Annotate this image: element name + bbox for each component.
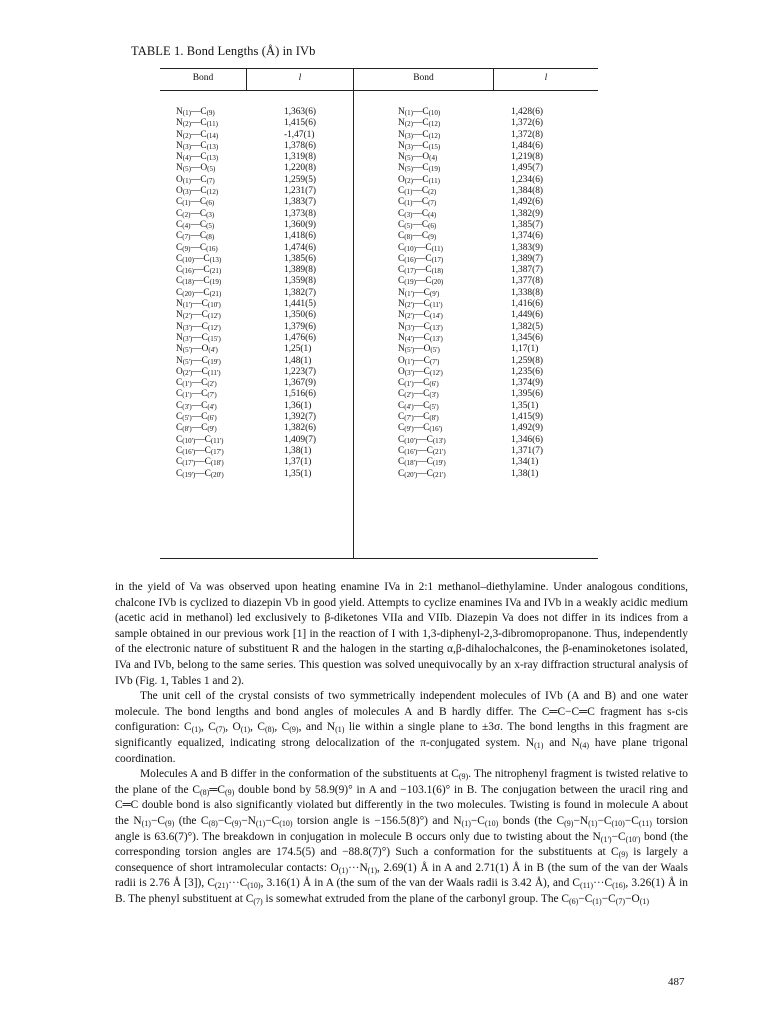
table-cell: $C_{(19)}—C_{(20)}$ xyxy=(398,276,444,287)
table-cell: $O_{(2')}—C_{(11')}$ xyxy=(176,366,221,377)
left-bond-column xyxy=(176,107,224,480)
table-cell: $N_{(1')}—C_{(9')}$ xyxy=(398,287,440,298)
table-cell: $C_{(18)}—C_{(19)}$ xyxy=(176,276,222,287)
table-cell: 1,415(9) xyxy=(511,412,544,423)
table-cell: $C_{(10)}—C_{(13)}$ xyxy=(176,253,222,264)
table-cell: $N_{(5')}—C_{(19')}$ xyxy=(176,355,221,366)
paragraph: The unit cell of the crystal consists of two symmetrically independent molecules of IVb (A and B) and one water molecule. The bond lengths and bond angles of molecules A and B hardly differ. The C═C−C═C fragment has s-cis configuration: $C_{(1)}$, $C_{(7)}$, $O_{(1)}$, $C_{(8)}$, $C_{(9)}$, and $N_{(1)}$ lie within a single plane to ±3σ. The bond lengths in this fragment are significantly equalized, indicating strong delocalization of the π-conjugated system. $N_{(1)}$ and $N_{(4)}$ have plane trigonal coordination. xyxy=(115,690,689,765)
table-cell: $C_{(9')}—C_{(16')}$ xyxy=(398,423,443,434)
table-cell: 1,383(7) xyxy=(284,197,317,208)
table-cell: $C_{(1)}—C_{(6)}$ xyxy=(176,197,215,208)
table-cell: 1,259(8) xyxy=(511,355,544,366)
table-cell: 1,372(8) xyxy=(511,129,544,140)
page-number: 487 xyxy=(668,976,685,988)
table-cell: $C_{(17)}—C_{(18)}$ xyxy=(398,265,444,276)
table-cell: 1,449(6) xyxy=(511,310,544,321)
table-cell: $N_{(2')}—C_{(12')}$ xyxy=(176,310,221,321)
table-cell: $C_{(1')}—C_{(7')}$ xyxy=(176,389,217,400)
table-cell: 1,492(6) xyxy=(511,197,544,208)
table-cell: 1,383(9) xyxy=(511,242,544,253)
table-cell: $N_{(2)}—C_{(14)}$ xyxy=(176,129,219,140)
header-length-left: l xyxy=(298,73,302,83)
table-cell: $N_{(5')}—O_{(5')}$ xyxy=(398,344,440,355)
table-cell: 1,48(1) xyxy=(284,355,312,366)
table-cell: 1,345(6) xyxy=(511,332,544,343)
table-cell: 1,484(6) xyxy=(511,140,544,151)
table-cell: 1,474(6) xyxy=(284,242,317,253)
table-cell: $C_{(7')}—C_{(8')}$ xyxy=(398,412,439,423)
table-cell: $N_{(1)}—C_{(10)}$ xyxy=(398,107,441,117)
table-cell: $N_{(1')}—C_{(10')}$ xyxy=(176,299,221,310)
table-cell: $C_{(10')}—C_{(13')}$ xyxy=(398,434,446,445)
table-cell: 1,379(6) xyxy=(284,321,317,332)
left-length-column xyxy=(284,107,316,480)
table-cell: 1,385(7) xyxy=(511,219,544,230)
table-cell: 1,38(1) xyxy=(511,468,539,479)
body-text xyxy=(115,580,688,907)
table-cell: $O_{(3')}—C_{(12')}$ xyxy=(398,366,443,377)
table-cell: $N_{(5)}—O_{(5)}$ xyxy=(176,163,216,174)
table-cell: -1,47(1) xyxy=(284,129,315,140)
table-cell: $N_{(3')}—C_{(12')}$ xyxy=(176,321,221,332)
table-cell: 1,36(1) xyxy=(284,400,312,411)
table-cell: $N_{(3')}—C_{(13')}$ xyxy=(398,321,443,332)
table-cell: $N_{(2')}—C_{(14')}$ xyxy=(398,310,443,321)
table-cell: 1,35(1) xyxy=(284,468,312,479)
table-cell: $C_{(5')}—C_{(6')}$ xyxy=(176,412,217,423)
table-cell: 1,346(6) xyxy=(511,434,544,445)
table-cell: 1,392(7) xyxy=(284,412,317,423)
table-cell: $C_{(10)}—C_{(11)}$ xyxy=(398,242,443,253)
table-cell: 1,235(6) xyxy=(511,366,544,377)
table-cell: $N_{(2')}—C_{(11')}$ xyxy=(398,299,443,310)
table-cell: $C_{(2')}—C_{(3')}$ xyxy=(398,389,439,400)
table-cell: $N_{(4')}—C_{(13')}$ xyxy=(398,332,443,343)
table-cell: 1,382(6) xyxy=(284,423,317,434)
table-cell: 1,395(6) xyxy=(511,389,544,400)
table-cell: $C_{(8')}—C_{(9')}$ xyxy=(176,423,217,434)
table-header-rule xyxy=(160,90,598,91)
paragraph: in the yield of Va was observed upon heating enamine IVa in 2:1 methanol–diethylamine. Under analogous conditions, chalcone IVb is cyclized to diazepin Vb in good yield. Attempts to cyclize enamines IVa and IVb in a weakly acidic medium (acetic acid in methanol) led exclusively to β-diketones VIIa and VIIb. Diazepin Va does not differ in its indices from a sample obtained in our previous work [1] in the reaction of I with 1,3-diphenyl-2,3-dibromopropanone. Thus, independently of the electronic nature of substituent R and the halogen in the starting α,β-dihalochalcones, the β-enaminoketones isolated, IVa and IVb, belong to the same series. This question was solved unequivocally by an x-ray diffraction structural analysis of IVb (Fig. 1, Tables 1 and 2). xyxy=(115,581,688,687)
table-cell: 1,219(8) xyxy=(511,152,544,163)
table-cell: 1,35(1) xyxy=(511,400,539,411)
table-cell: $N_{(2)}—C_{(12)}$ xyxy=(398,118,441,129)
table-cell: $C_{(20)}—C_{(21)}$ xyxy=(176,287,222,298)
table-cell: $C_{(10')}—C_{(11')}$ xyxy=(176,434,224,445)
table-cell: $C_{(5)}—C_{(6)}$ xyxy=(398,219,437,230)
table-cell: $C_{(20')}—C_{(21')}$ xyxy=(398,468,446,479)
table-cell: 1,418(6) xyxy=(284,231,317,242)
table-cell: 1,363(6) xyxy=(284,107,317,117)
table-cell: 1,25(1) xyxy=(284,344,312,355)
table-cell: 1,319(8) xyxy=(284,152,317,163)
table-cell: $O_{(1)}—C_{(7)}$ xyxy=(176,174,215,185)
table-caption: TABLE 1. Bond Lengths (Å) in IVb xyxy=(131,44,316,58)
table-cell: $C_{(1')}—C_{(2')}$ xyxy=(176,378,217,389)
table-cell: $C_{(16)}—C_{(21)}$ xyxy=(176,265,222,276)
table-cell: 1,374(6) xyxy=(511,231,544,242)
table-cell: $C_{(16')}—C_{(21')}$ xyxy=(398,445,446,456)
table-cell: 1,382(5) xyxy=(511,321,544,332)
table-cell: 1,415(6) xyxy=(284,118,317,129)
table-cell: 1,389(7) xyxy=(511,253,544,264)
header-bond-left: Bond xyxy=(192,73,214,83)
table-cell: 1,259(5) xyxy=(284,174,317,185)
table-cell: 1,416(6) xyxy=(511,299,544,310)
table-cell: $N_{(3')}—C_{(15')}$ xyxy=(176,332,221,343)
table-divider xyxy=(353,68,354,559)
table-cell: 1,409(7) xyxy=(284,434,317,445)
table-cell: 1,382(7) xyxy=(284,287,317,298)
table-cell: 1,384(8) xyxy=(511,186,544,197)
table-cell: $N_{(5)}—C_{(19)}$ xyxy=(398,163,441,174)
table-cell: $C_{(2)}—C_{(3)}$ xyxy=(176,208,215,219)
header-length-right: l xyxy=(544,73,548,83)
table-cell: $N_{(5)}—O_{(4)}$ xyxy=(398,152,438,163)
table-cell: $N_{(3)}—C_{(13)}$ xyxy=(176,140,219,151)
table-cell: 1,350(6) xyxy=(284,310,317,321)
table-top-rule xyxy=(160,68,598,69)
table-cell: $C_{(16)}—C_{(17)}$ xyxy=(398,253,444,264)
table-cell: 1,338(8) xyxy=(511,287,544,298)
table-cell: 1,234(6) xyxy=(511,174,544,185)
paragraph: Molecules A and B differ in the conformation of the substituents at $C_{(9)}$. The nitrophenyl fragment is twisted relative to the plane of the $C_{(8)}═C_{(9)}$ double bond by 58.9(9)° in A and −103.1(6)° in B. The conjugation between the uracil ring and C═C double bond is also significantly violated but differently in the two molecules. Twisting is found in molecule A about the $N_{(1)}-C_{(9)}$ (the $C_{(8)}-C_{(9)}-N_{(1)}-C_{(10)}$ torsion angle is −156.5(8)°) and $N_{(1)}-C_{(10)}$ bonds (the $C_{(9)}-N_{(1)}-C_{(10)}-C_{(11)}$ torsion angle is 63.6(7)°). The breakdown in conjugation in molecule B occurs only due to twisting about the $N_{(1')}-C_{(10')}$ bond (the corresponding torsion angles are 174.5(5) and −88.8(7)°) Such a conformation for the substituents at $C_{(9)}$ is largely a consequence of short intramolecular contacts: $O_{(1)}\cdot\cdot\cdot N_{(1)}$, 2.69(1) Å in A and 2.71(1) Å in B (the sum of the van der Waals radii is 2.76 Å [3]), $C_{(21)}\cdot\cdot\cdot C_{(10)}$, 3.16(1) Å in A (the sum of the van der Waals radii is 3.42 Å), and $C_{(11)}\cdot\cdot\cdot C_{(16)}$, 3.26(1) Å in B. The phenyl substituent at $C_{(7)}$ is somewhat extruded from the plane of the carbonyl group. The $C_{(6)}-C_{(1)}-C_{(7)}-O_{(1)}$ xyxy=(115,768,689,906)
table-cell: 1,223(7) xyxy=(284,366,317,377)
table-cell: 1,377(8) xyxy=(511,276,544,287)
table-cell: 1,231(7) xyxy=(284,186,317,197)
table-cell: $C_{(1')}—C_{(6')}$ xyxy=(398,378,439,389)
table-cell: 1,17(1) xyxy=(511,344,539,355)
header-bond-right: Bond xyxy=(413,73,434,83)
table-cell: $N_{(4)}—C_{(13)}$ xyxy=(176,152,219,163)
table-cell: $C_{(18')}—C_{(19')}$ xyxy=(398,457,446,468)
table-cell: 1,387(7) xyxy=(511,265,544,276)
table-cell: 1,382(9) xyxy=(511,208,544,219)
right-length-column xyxy=(511,107,543,480)
table-cell: 1,37(1) xyxy=(284,457,312,468)
table-cell: 1,476(6) xyxy=(284,332,317,343)
table-bottom-rule xyxy=(160,558,598,559)
table-cell: 1,372(6) xyxy=(511,118,544,129)
table-cell: $N_{(1)}—C_{(9)}$ xyxy=(176,107,215,117)
table-cell: 1,441(5) xyxy=(284,299,317,310)
table-cell: 1,360(9) xyxy=(284,219,317,230)
table-cell: 1,373(8) xyxy=(284,208,317,219)
table-cell: 1,371(7) xyxy=(511,445,544,456)
table-cell: $C_{(4')}—C_{(5')}$ xyxy=(398,400,439,411)
table-cell: 1,516(6) xyxy=(284,389,317,400)
right-bond-column xyxy=(398,107,446,480)
table-cell: 1,492(9) xyxy=(511,423,544,434)
table-cell: 1,374(9) xyxy=(511,378,544,389)
table-cell: $N_{(3)}—C_{(15)}$ xyxy=(398,140,441,151)
table-cell: 1,34(1) xyxy=(511,457,539,468)
table-cell: $C_{(8)}—C_{(9)}$ xyxy=(398,231,437,242)
table-cell: $C_{(3')}—C_{(4')}$ xyxy=(176,400,217,411)
table-cell: 1,428(6) xyxy=(511,107,544,117)
table-cell: $C_{(1)}—C_{(2)}$ xyxy=(398,186,437,197)
table-cell: 1,385(6) xyxy=(284,253,317,264)
table-cell: $C_{(3)}—C_{(4)}$ xyxy=(398,208,437,219)
table-cell: 1,220(8) xyxy=(284,163,317,174)
table-cell: $C_{(9)}—C_{(16)}$ xyxy=(176,242,218,253)
table-cell: 1,367(9) xyxy=(284,378,317,389)
table-cell: $C_{(1)}—C_{(7)}$ xyxy=(398,197,437,208)
table-cell: $C_{(17')}—C_{(18')}$ xyxy=(176,457,224,468)
table-cell: $O_{(1')}—C_{(7')}$ xyxy=(398,355,440,366)
table-cell: 1,359(8) xyxy=(284,276,317,287)
table-cell: $N_{(5')}—O_{(4')}$ xyxy=(176,344,218,355)
table-cell: $C_{(4)}—C_{(5)}$ xyxy=(176,219,215,230)
table-cell: $C_{(19')}—C_{(20')}$ xyxy=(176,468,224,479)
table-cell: $C_{(7)}—C_{(8)}$ xyxy=(176,231,215,242)
table-cell: 1,38(1) xyxy=(284,445,312,456)
table-cell: $N_{(3)}—C_{(12)}$ xyxy=(398,129,441,140)
table-cell: 1,495(7) xyxy=(511,163,544,174)
table-cell: 1,378(6) xyxy=(284,140,317,151)
table-cell: $O_{(2)}—C_{(11)}$ xyxy=(398,174,440,185)
table-cell: $N_{(2)}—C_{(11)}$ xyxy=(176,118,218,129)
table-cell: $O_{(3)}—C_{(12)}$ xyxy=(176,186,219,197)
table-cell: 1,389(8) xyxy=(284,265,317,276)
table-cell: $C_{(16')}—C_{(17')}$ xyxy=(176,445,224,456)
